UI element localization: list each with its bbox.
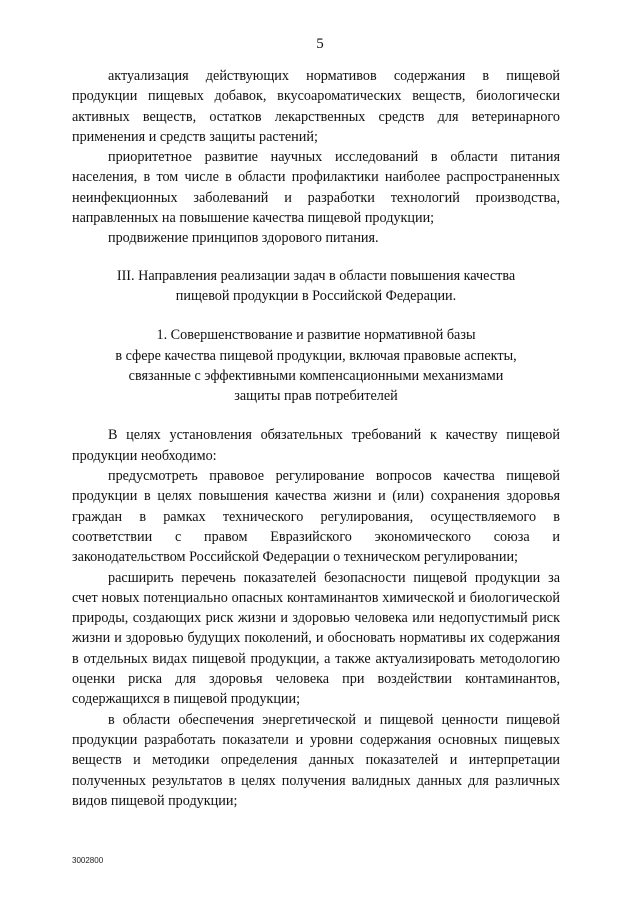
section-heading-line: III. Направления реализации задач в области повышения качества [116, 267, 516, 284]
paragraph-healthy-nutrition: продвижение принципов здорового питания. [108, 230, 379, 247]
subsection-heading-line: связанные с эффективными компенсационными механизмами [128, 367, 504, 384]
subsection-heading-line: в сфере качества пищевой продукции, включая правовые аспекты, [115, 347, 517, 364]
paragraph-regulations-update: актуализация действующих нормативов содержания в пищевой продукции пищевых добавок, вкусоароматических веществ, биологически активных веществ, остатков лекарственных средств для ветеринарного применения и средств защиты растений; [72, 68, 560, 145]
paragraph-research-priority: приоритетное развитие научных исследований в области питания населения, в том числе в области профилактики наиболее распространенных неинфекционных заболеваний и разработки технологий производства, направленных на повышение качества пищевой продукции; [72, 149, 560, 227]
page-number: 5 [316, 36, 324, 52]
section-heading [72, 266, 560, 307]
section-heading-line: пищевой продукции в Российской Федерации. [175, 287, 457, 304]
subsection-heading-line: защиты прав потребителей [234, 388, 398, 405]
subsection-heading-line: 1. Совершенствование и развитие нормативной базы [156, 327, 476, 344]
document-code: 3002800 [72, 856, 104, 865]
document-body [72, 66, 560, 811]
paragraph-legal-regulation: предусмотреть правовое регулирование вопросов качества пищевой продукции в целях повышения качества жизни и (или) сохранения здоровья граждан в рамках технического регулирования, осуществляемого в соответствии с правом Евразийского экономического союза и законодательством Российской Федерации о техническом регулировании; [72, 468, 560, 566]
subsection-heading [72, 325, 560, 406]
paragraph-requirements-intro: В целях установления обязательных требований к качеству пищевой продукции необходимо: [72, 427, 560, 464]
paragraph-nutritional-value: в области обеспечения энергетической и пищевой ценности пищевой продукции разработать показатели и уровни содержания основных пищевых веществ и методики определения данных показателей и интерпретации полученных результатов в целях получения валидных данных для различных видов пищевой продукции; [72, 711, 560, 809]
paragraph-safety-indicators: расширить перечень показателей безопасности пищевой продукции за счет новых потенциально опасных контаминантов химической и биологической природы, создающих риск жизни и здоровью человека или недопустимый риск жизни и здоровью будущих поколений, и обосновать нормативы их содержания в отдельных видах пищевой продукции, а также актуализировать методологию оценки риска для здоровья человека при воздействии контаминантов, содержащихся в пищевой продукции; [72, 569, 560, 708]
